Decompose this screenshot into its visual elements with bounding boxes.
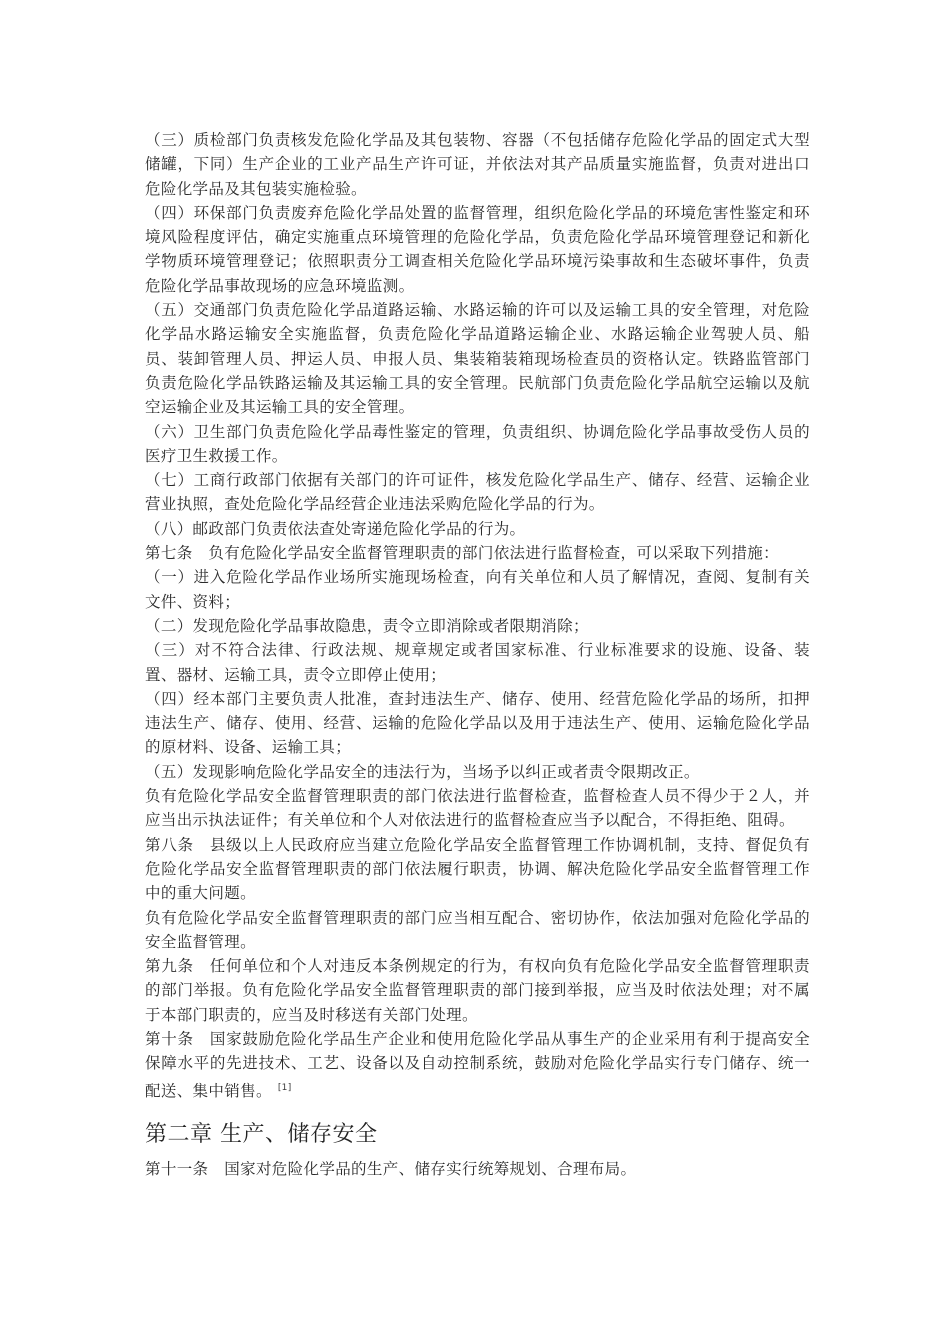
paragraph: （四）环保部门负责废弃危险化学品处置的监督管理，组织危险化学品的环境危害性鉴定和环境风险程度评估，确定实施重点环境管理的危险化学品，负责危险化学品环境管理登记和新化学物质环境管理登记；依照职责分工调查相关危险化学品环境污染事故和生态破坏事件，负责危险化学品事故现场的应急环境监测。 xyxy=(145,203,810,295)
paragraph: （二）发现危险化学品事故隐患，责令立即消除或者限期消除； xyxy=(145,616,589,635)
paragraph: 第八条 县级以上人民政府应当建立危险化学品安全监督管理工作协调机制，支持、督促负有危险化学品安全监督管理职责的部门依法履行职责，协调、解决危险化学品安全监督管理工作中的重大问题。 xyxy=(145,835,810,903)
reference-link[interactable]: [1] xyxy=(277,1082,292,1093)
article-10-text: 第十条 国家鼓励危险化学品生产企业和使用危险化学品从事生产的企业采用有利于提高安全保障水平的先进技术、工艺、设备以及自动控制系统，鼓励对危险化学品实行专门储存、统一配送、集中销售。 xyxy=(145,1029,810,1100)
chapter-heading: 第二章 生产、储存安全 xyxy=(145,1122,378,1148)
paragraph: 第九条 任何单位和个人对违反本条例规定的行为，有权向负有危险化学品安全监督管理职责的部门举报。负有危险化学品安全监督管理职责的部门接到举报，应当及时依法处理；对不属于本部门职责的，应当及时移送有关部门处理。 xyxy=(145,957,810,1024)
paragraph: （六）卫生部门负责危险化学品毒性鉴定的管理，负责组织、协调危险化学品事故受伤人员的医疗卫生救援工作。 xyxy=(145,422,810,465)
article-11: 第十一条 国家对危险化学品的生产、储存实行统筹规划、合理布局。 xyxy=(145,1160,637,1179)
paragraph: （三）对不符合法律、行政法规、规章规定或者国家标准、行业标准要求的设施、设备、装置、器材、运输工具，责令立即停止使用； xyxy=(145,641,810,684)
document-body xyxy=(145,128,810,1181)
paragraph: （三）质检部门负责核发危险化学品及其包装物、容器（不包括储存危险化学品的固定式大型储罐，下同）生产企业的工业产品生产许可证，并依法对其产品质量实施监督，负责对进出口危险化学品及其包装实施检验。 xyxy=(145,131,810,198)
paragraph: 负有危险化学品安全监督管理职责的部门依法进行监督检查，监督检查人员不得少于２人，并应当出示执法证件；有关单位和个人对依法进行的监督检查应当予以配合，不得拒绝、阻碍。 xyxy=(145,787,810,830)
article-10 xyxy=(145,1027,810,1103)
paragraph: （一）进入危险化学品作业场所实施现场检查，向有关单位和人员了解情况，查阅、复制有关文件、资料； xyxy=(145,568,810,611)
paragraph: （五）交通部门负责危险化学品道路运输、水路运输的许可以及运输工具的安全管理，对危险化学品水路运输安全实施监督，负责危险化学品道路运输企业、水路运输企业驾驶人员、船员、装卸管理人员、押运人员、申报人员、集装箱装箱现场检查员的资格认定。铁路监管部门负责危险化学品铁路运输及其运输工具的安全管理。民航部门负责危险化学品航空运输以及航空运输企业及其运输工具的安全管理。 xyxy=(145,301,810,417)
paragraph: （八）邮政部门负责依法查处寄递危险化学品的行为。 xyxy=(145,519,526,538)
paragraph: 负有危险化学品安全监督管理职责的部门应当相互配合、密切协作，依法加强对危险化学品的安全监督管理。 xyxy=(145,908,810,951)
paragraph: （四）经本部门主要负责人批准，查封违法生产、储存、使用、经营危险化学品的场所，扣押违法生产、储存、使用、经营、运输的危险化学品以及用于违法生产、使用、运输危险化学品的原材料、设备、运输工具； xyxy=(145,689,810,757)
paragraph: 第七条 负有危险化学品安全监督管理职责的部门依法进行监督检查，可以采取下列措施： xyxy=(145,544,780,563)
paragraph: （五）发现影响危险化学品安全的违法行为，当场予以纠正或者责令限期改正。 xyxy=(145,762,700,781)
paragraph: （七）工商行政部门依据有关部门的许可证件，核发危险化学品生产、储存、经营、运输企业营业执照，查处危险化学品经营企业违法采购危险化学品的行为。 xyxy=(145,471,810,514)
